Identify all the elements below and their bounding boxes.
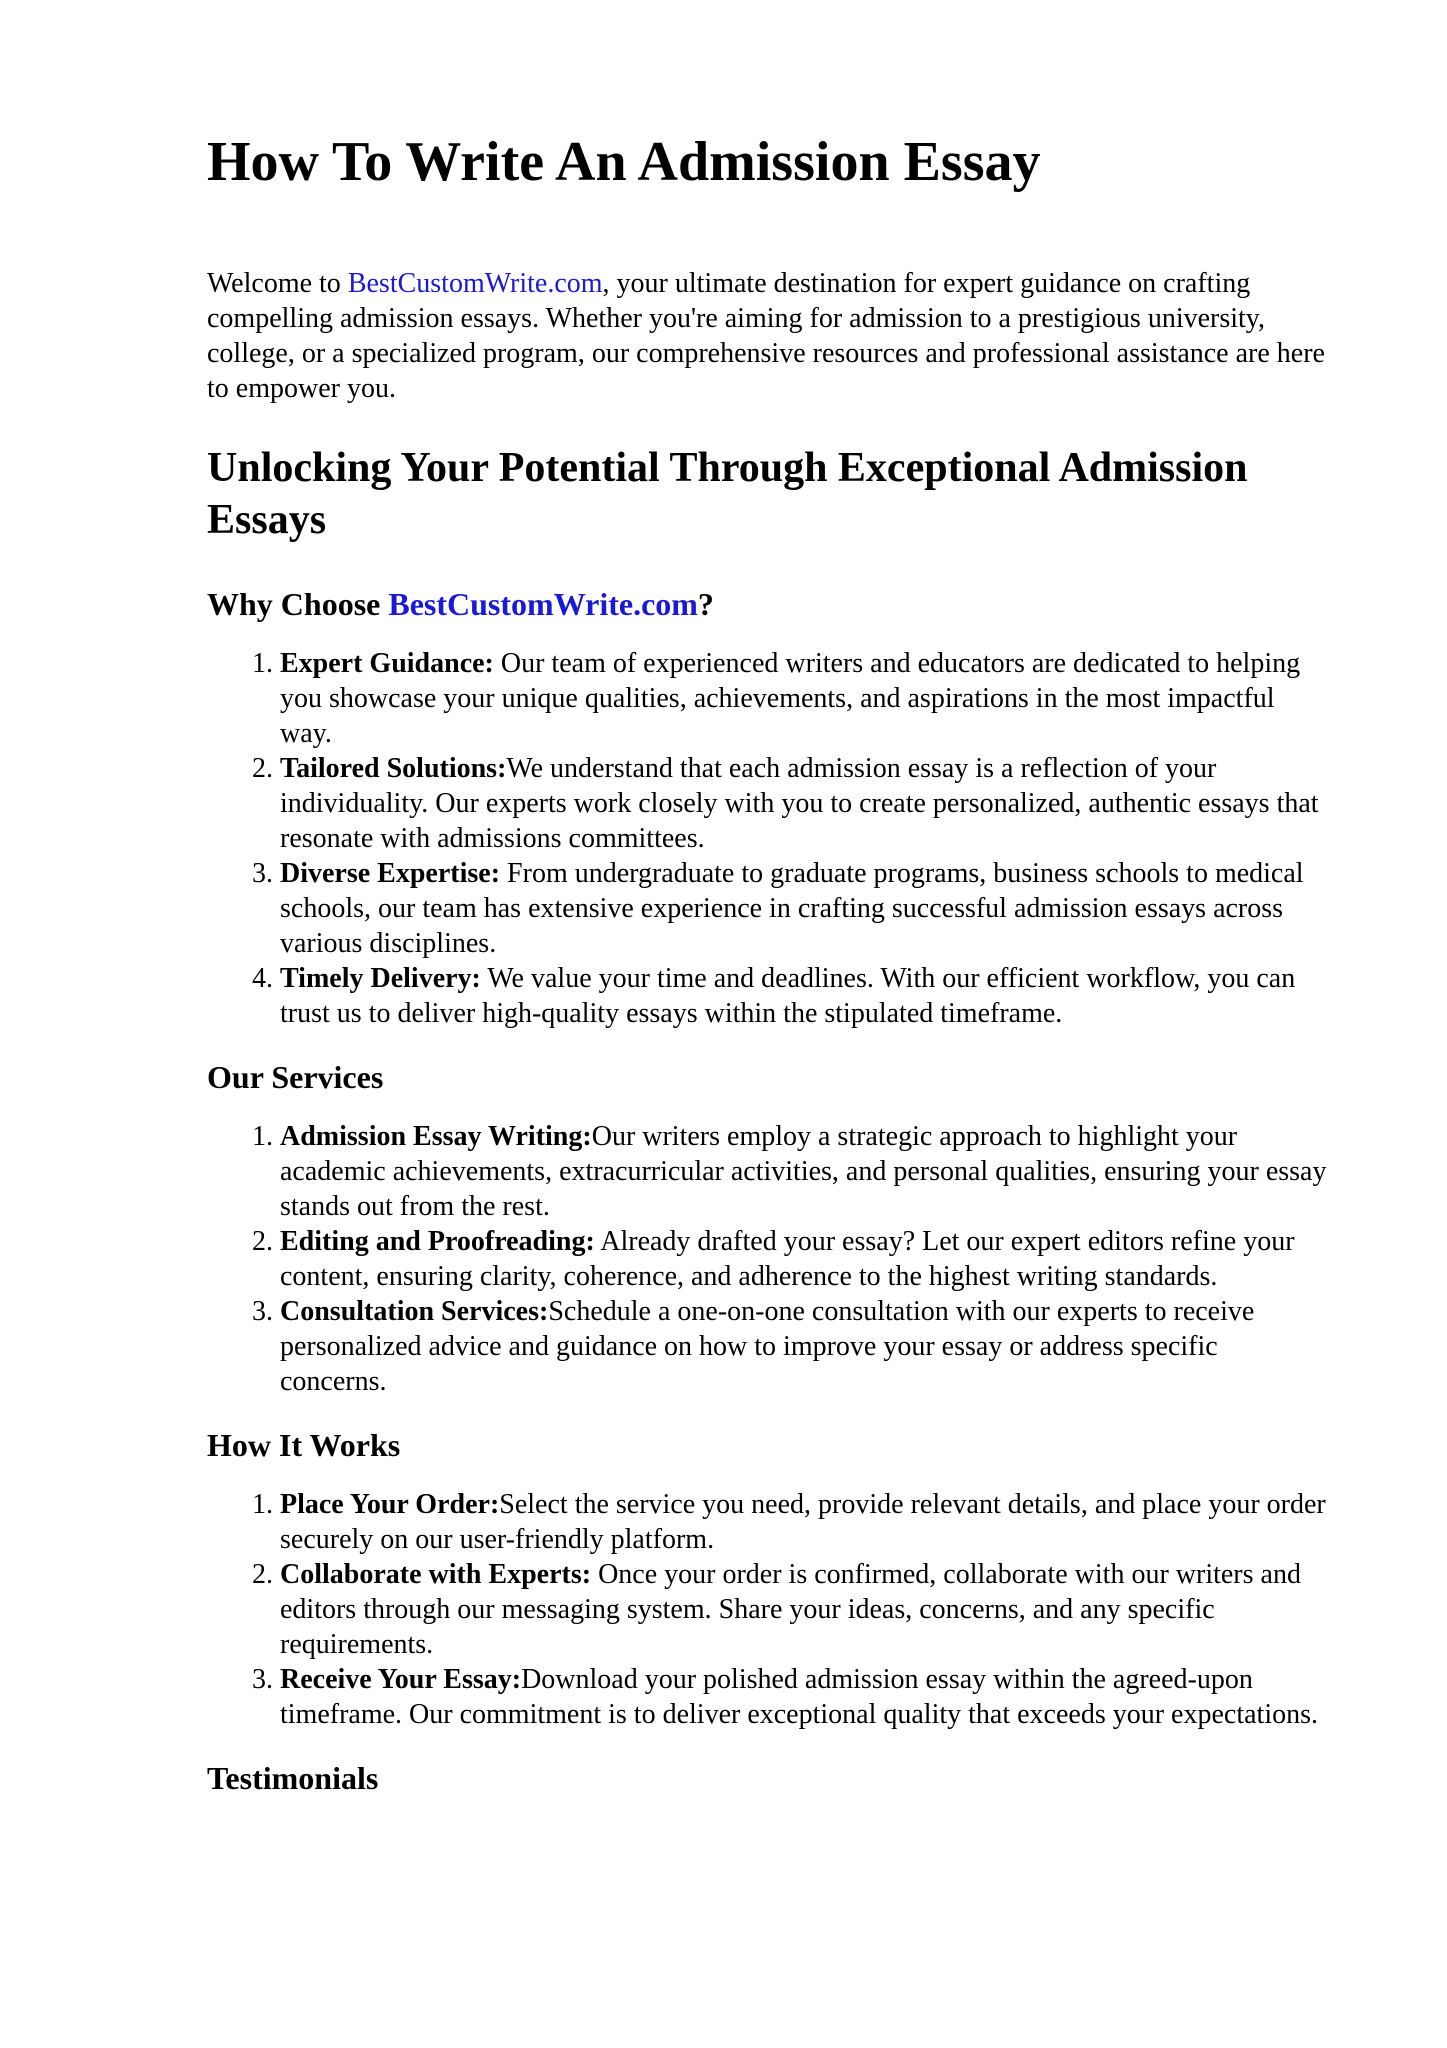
- list-item: [280, 1487, 1327, 1557]
- main-heading: Unlocking Your Potential Through Exceptional Admission Essays: [207, 445, 1248, 544]
- list-item-label: Tailored Solutions:: [280, 753, 507, 785]
- list-item-text: From undergraduate to graduate programs, business schools to medical schools, our team has extensive experience in crafting successful admission essays across various disciplines.: [280, 858, 1304, 960]
- list-item-text: Once your order is confirmed, collaborate with our writers and editors through our messaging system. Share your ideas, concerns, and any specific requirements.: [280, 1559, 1301, 1661]
- intro-paragraph: [207, 266, 1327, 406]
- why-choose-list: [207, 646, 1327, 1031]
- list-item-label: Admission Essay Writing:: [280, 1121, 592, 1153]
- list-item-label: Collaborate with Experts:: [280, 1559, 592, 1591]
- list-item: [280, 646, 1327, 751]
- services-list: [207, 1119, 1327, 1399]
- how-it-works-list: [207, 1487, 1327, 1732]
- list-item-label: Place Your Order:: [280, 1489, 500, 1521]
- testimonials-heading: Testimonials: [207, 1760, 379, 1797]
- list-item-text: Our team of experienced writers and educators are dedicated to helping you showcase your unique qualities, achievements, and aspirations in the most impactful way.: [280, 648, 1301, 750]
- intro-prefix: Welcome to: [207, 268, 348, 300]
- list-item-label: Expert Guidance:: [280, 648, 494, 680]
- list-item: [280, 961, 1327, 1031]
- list-item-text: Already drafted your essay? Let our expert editors refine your content, ensuring clarity, coherence, and adherence to the highest writing standards.: [280, 1226, 1295, 1293]
- list-item: [280, 1294, 1327, 1399]
- why-choose-heading-prefix: Why Choose: [207, 586, 389, 623]
- list-item-label: Timely Delivery:: [280, 963, 481, 995]
- how-it-works-heading: How It Works: [207, 1427, 401, 1464]
- list-item: [280, 1557, 1327, 1662]
- list-item: [280, 856, 1327, 961]
- list-item: [280, 751, 1327, 856]
- list-item: [280, 1224, 1327, 1294]
- list-item-label: Consultation Services:: [280, 1296, 549, 1328]
- list-item-label: Diverse Expertise:: [280, 858, 501, 890]
- why-choose-site-link[interactable]: BestCustomWrite.com: [388, 586, 698, 623]
- intro-site-link[interactable]: BestCustomWrite.com: [347, 268, 603, 300]
- list-item: [280, 1662, 1327, 1732]
- list-item-text: Our writers employ a strategic approach to highlight your academic achievements, extracurricular activities, and personal qualities, ensuring your essay stands out from the rest.: [280, 1121, 1327, 1223]
- list-item-text: We understand that each admission essay is a reflection of your individuality. Our experts work closely with you to create personalized, authentic essays that resonate with admissions committees.: [280, 753, 1319, 855]
- list-item: [280, 1119, 1327, 1224]
- list-item-text: We value your time and deadlines. With our efficient workflow, you can trust us to deliver high-quality essays within the stipulated timeframe.: [280, 963, 1296, 1030]
- page-title: How To Write An Admission Essay: [207, 131, 1041, 193]
- why-choose-heading: [207, 584, 1327, 624]
- list-item-text: Schedule a one-on-one consultation with our experts to receive personalized advice and guidance on how to improve your essay or address specific concerns.: [280, 1296, 1255, 1398]
- intro-suffix: , your ultimate destination for expert guidance on crafting compelling admission essays. Whether you're aiming for admission to a prestigious university, college, or a specialized program, our comprehensive resources and professional assistance are here to empower you.: [207, 268, 1325, 405]
- services-heading: Our Services: [207, 1059, 384, 1096]
- list-item-text: Download your polished admission essay within the agreed-upon timeframe. Our commitment is to deliver exceptional quality that exceeds your expectations.: [280, 1664, 1318, 1731]
- list-item-text: Select the service you need, provide relevant details, and place your order securely on our user-friendly platform.: [280, 1489, 1326, 1556]
- list-item-label: Editing and Proofreading:: [280, 1226, 595, 1258]
- why-choose-heading-suffix: ?: [697, 586, 714, 623]
- list-item-label: Receive Your Essay:: [280, 1664, 522, 1696]
